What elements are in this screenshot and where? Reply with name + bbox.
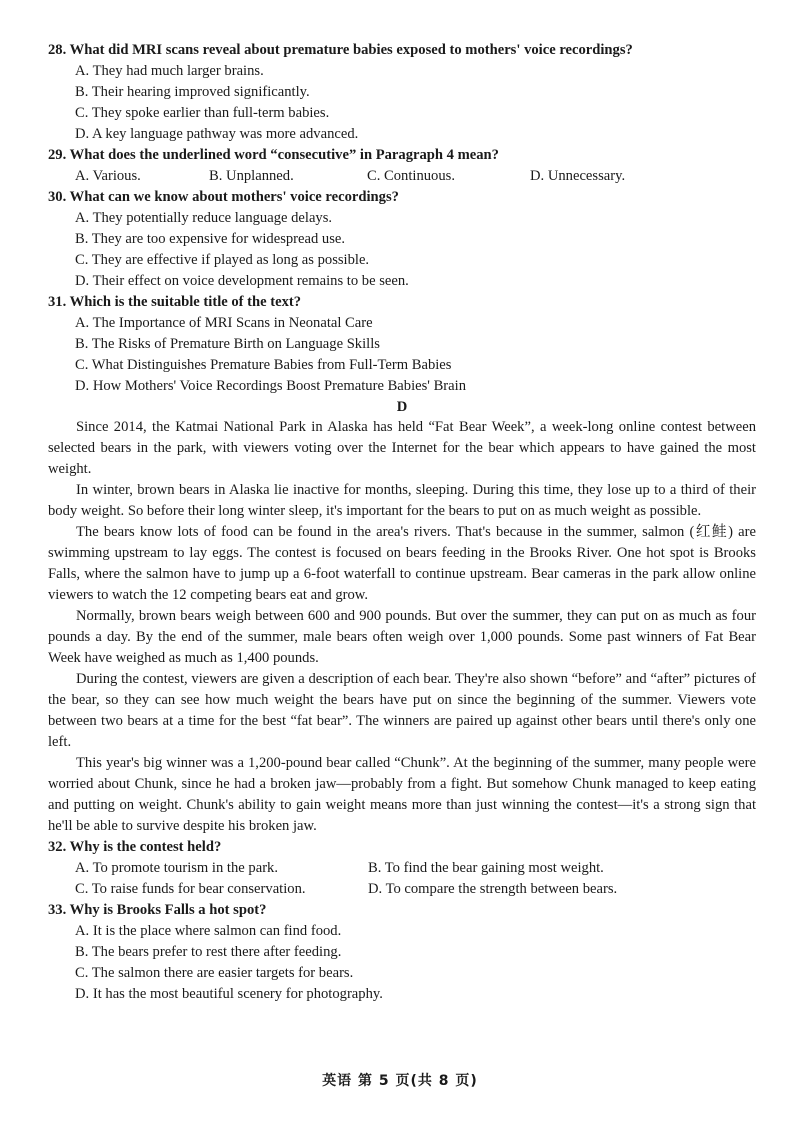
question-29-option-a: A. Various. xyxy=(75,168,141,184)
question-30-option-d: D. Their effect on voice development remains to be seen. xyxy=(75,273,409,289)
question-32-option-a: A. To promote tourism in the park. xyxy=(75,860,278,876)
passage-section-title: D xyxy=(396,399,408,415)
question-28-option-b: B. Their hearing improved significantly. xyxy=(75,84,310,100)
question-29-option-d: D. Unnecessary. xyxy=(530,168,626,184)
question-28-stem: 28. What did MRI scans reveal about premature babies exposed to mothers' voice recordings? xyxy=(48,42,633,58)
question-30-option-c: C. They are effective if played as long as possible. xyxy=(75,252,370,268)
question-31-option-c: C. What Distinguishes Premature Babies from Full-Term Babies xyxy=(75,357,452,373)
question-32-option-c: C. To raise funds for bear conservation. xyxy=(75,881,306,897)
question-30-stem: 30. What can we know about mothers' voice recordings? xyxy=(48,189,399,205)
page-footer: 英语 第 5 页(共 8 页) xyxy=(322,1073,478,1089)
question-33-option-a: A. It is the place where salmon can find food. xyxy=(75,923,342,939)
question-30-option-b: B. They are too expensive for widespread use. xyxy=(75,231,346,247)
question-29-stem: 29. What does the underlined word “consecutive” in Paragraph 4 mean? xyxy=(48,147,499,163)
question-31-stem: 31. Which is the suitable title of the text? xyxy=(48,294,302,310)
question-28-option-d: D. A key language pathway was more advanced. xyxy=(75,126,359,142)
question-28-option-c: C. They spoke earlier than full-term babies. xyxy=(75,105,330,121)
question-32-option-b: B. To find the bear gaining most weight. xyxy=(368,860,604,876)
question-33-option-c: C. The salmon there are easier targets for bears. xyxy=(75,965,354,981)
question-29-option-c: C. Continuous. xyxy=(367,168,455,184)
question-33-option-d: D. It has the most beautiful scenery for photography. xyxy=(75,986,383,1002)
question-29-option-b: B. Unplanned. xyxy=(209,168,294,184)
question-32-options-row-1 xyxy=(48,858,756,879)
passage-paragraph-1: Since 2014, the Katmai National Park in Alaska has held “Fat Bear Week”, a week-long online contest between selected bears in the park, with viewers voting over the Internet for the bear which appears to have gained the most weight. xyxy=(48,419,756,477)
question-31-option-d: D. How Mothers' Voice Recordings Boost Premature Babies' Brain xyxy=(75,378,466,394)
question-31-option-b: B. The Risks of Premature Birth on Language Skills xyxy=(75,336,380,352)
passage-paragraph-6: This year's big winner was a 1,200-pound bear called “Chunk”. At the beginning of the summer, many people were worried about Chunk, since he had a broken jaw—probably from a fight. But somehow Chunk managed to keep eating and putting on weight. Chunk's ability to gain weight means more than just winning the contest—it's a strong sign that he'll be able to survive despite his broken jaw. xyxy=(48,755,756,834)
question-28-option-a: A. They had much larger brains. xyxy=(75,63,264,79)
question-30-option-a: A. They potentially reduce language delays. xyxy=(75,210,333,226)
question-31-option-a: A. The Importance of MRI Scans in Neonatal Care xyxy=(75,315,373,331)
passage-paragraph-3: The bears know lots of food can be found in the area's rivers. That's because in the summer, salmon (红鲑) are swimming upstream to lay eggs. The contest is focused on bears feeding in the Brooks River. One hot spot is Brooks Falls, where the salmon have to jump up a 6-foot waterfall to continue upstream. Bear cameras in the park allow online viewers to watch the 12 competing bears eat and grow. xyxy=(48,524,756,603)
passage-paragraph-2: In winter, brown bears in Alaska lie inactive for months, sleeping. During this time, they lose up to a third of their body weight. So before their long winter sleep, it's important for the bears to put on as much weight as possible. xyxy=(48,482,756,519)
question-32-stem: 32. Why is the contest held? xyxy=(48,839,222,855)
question-33-stem: 33. Why is Brooks Falls a hot spot? xyxy=(48,902,267,918)
question-29-options xyxy=(48,166,756,187)
question-33-option-b: B. The bears prefer to rest there after feeding. xyxy=(75,944,342,960)
passage-paragraph-4: Normally, brown bears weigh between 600 and 900 pounds. But over the summer, they can put on as much as four pounds a day. By the end of the summer, male bears often weigh over 1,000 pounds. Some past winners of Fat Bear Week have weighed as much as 1,400 pounds. xyxy=(48,608,756,666)
passage-paragraph-5: During the contest, viewers are given a description of each bear. They're also shown “before” and “after” pictures of the bear, so they can see how much weight the bears have put on since the beginning of the summer. Viewers vote between two bears at a time for the best “fat bear”. The winners are paired up against other bears until there's only one left. xyxy=(48,671,756,750)
question-32-options-row-2 xyxy=(48,879,756,900)
question-32-option-d: D. To compare the strength between bears. xyxy=(368,881,618,897)
exam-page xyxy=(48,40,756,1005)
